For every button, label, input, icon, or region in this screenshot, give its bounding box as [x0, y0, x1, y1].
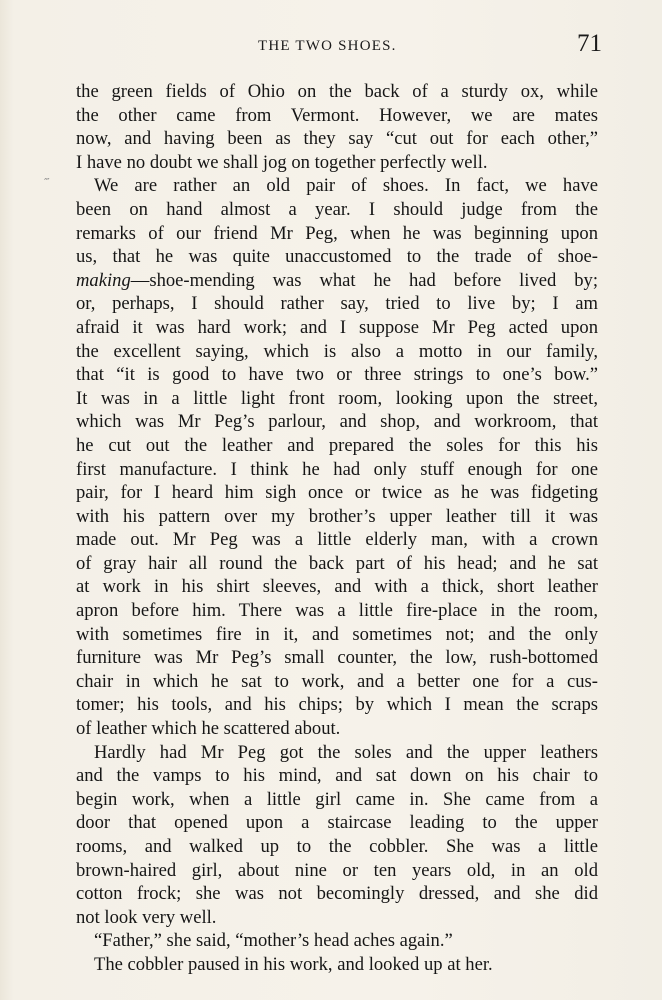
text-line: begin work, when a little girl came in. She came from a — [76, 788, 598, 810]
text-line: at work in his shirt sleeves, and with a thick, short leather — [76, 576, 598, 598]
page-header — [0, 30, 662, 60]
text-line: chair in which he sat to work, and a better one for a cus- — [76, 670, 598, 692]
text-line: first manufacture. I think he had only stuff enough for one — [76, 458, 598, 480]
text-line: that “it is good to have two or three strings to one’s bow.” — [76, 364, 598, 386]
text-line: I have no doubt we shall jog on together perfectly well. — [76, 151, 488, 173]
text-line: door that opened upon a staircase leading to the upper — [76, 812, 598, 834]
text-line: made out. Mr Peg was a little elderly man, with a crown — [76, 529, 598, 551]
text-line: with his pattern over my brother’s upper leather till it was — [76, 505, 598, 527]
text-line: brown-haired girl, about nine or ten years old, in an old — [76, 859, 598, 881]
text-line: not look very well. — [76, 906, 217, 928]
margin-mark: ‴ — [44, 176, 50, 189]
text-line: he cut out the leather and prepared the soles for this his — [76, 434, 598, 456]
text-line: now, and having been as they say “cut out for each other,” — [76, 128, 598, 150]
text-line: furniture was Mr Peg’s small counter, the low, rush-bottomed — [76, 647, 598, 669]
text-line: of gray hair all round the back part of his head; and he sat — [76, 552, 598, 574]
text-line: We are rather an old pair of shoes. In fact, we have — [94, 175, 598, 197]
text-line — [76, 269, 598, 293]
text-line: of leather which he scattered about. — [76, 718, 341, 740]
text-line: us, that he was quite unaccustomed to the trade of shoe- — [76, 246, 598, 268]
page-number: 71 — [577, 30, 602, 57]
text-line: apron before him. There was a little fire-place in the room, — [76, 600, 598, 622]
text-line: and the vamps to his mind, and sat down on his chair to — [76, 765, 598, 787]
text-line: “Father,” she said, “mother’s head aches again.” — [94, 930, 453, 952]
italic-word: making — [76, 269, 131, 291]
text-line: with sometimes fire in it, and sometimes not; and the only — [76, 623, 598, 645]
text-line: The cobbler paused in his work, and looked up at her. — [94, 953, 493, 975]
text-line: the green fields of Ohio on the back of a sturdy ox, while — [76, 81, 598, 102]
text-line: the other came from Vermont. However, we are mates — [76, 104, 598, 126]
text-line: been on hand almost a year. I should judge from the — [76, 198, 598, 220]
text-line: cotton frock; she was not becomingly dressed, and she did — [76, 883, 598, 905]
running-head: THE TWO SHOES. — [258, 38, 397, 54]
text-line: afraid it was hard work; and I suppose Mr Peg acted upon — [76, 316, 598, 338]
text-line: It was in a little light front room, looking upon the street, — [76, 387, 598, 409]
text-line: remarks of our friend Mr Peg, when he was beginning upon — [76, 222, 598, 244]
line-text: —shoe-mending was what he had before lived by; — [130, 269, 598, 291]
text-line: rooms, and walked up to the cobbler. She was a little — [76, 836, 598, 857]
text-line: which was Mr Peg’s parlour, and shop, and workroom, that — [76, 411, 598, 433]
text-line: the excellent saying, which is also a motto in our family, — [76, 340, 598, 362]
text-line: tomer; his tools, and his chips; by which I mean the scraps — [76, 694, 598, 716]
text-line: pair, for I heard him sigh once or twice as he was fidgeting — [76, 482, 598, 504]
text-line: Hardly had Mr Peg got the soles and the upper leathers — [94, 741, 598, 763]
text-line: or, perhaps, I should rather say, tried to live by; I am — [76, 293, 598, 315]
body-text — [76, 80, 598, 977]
